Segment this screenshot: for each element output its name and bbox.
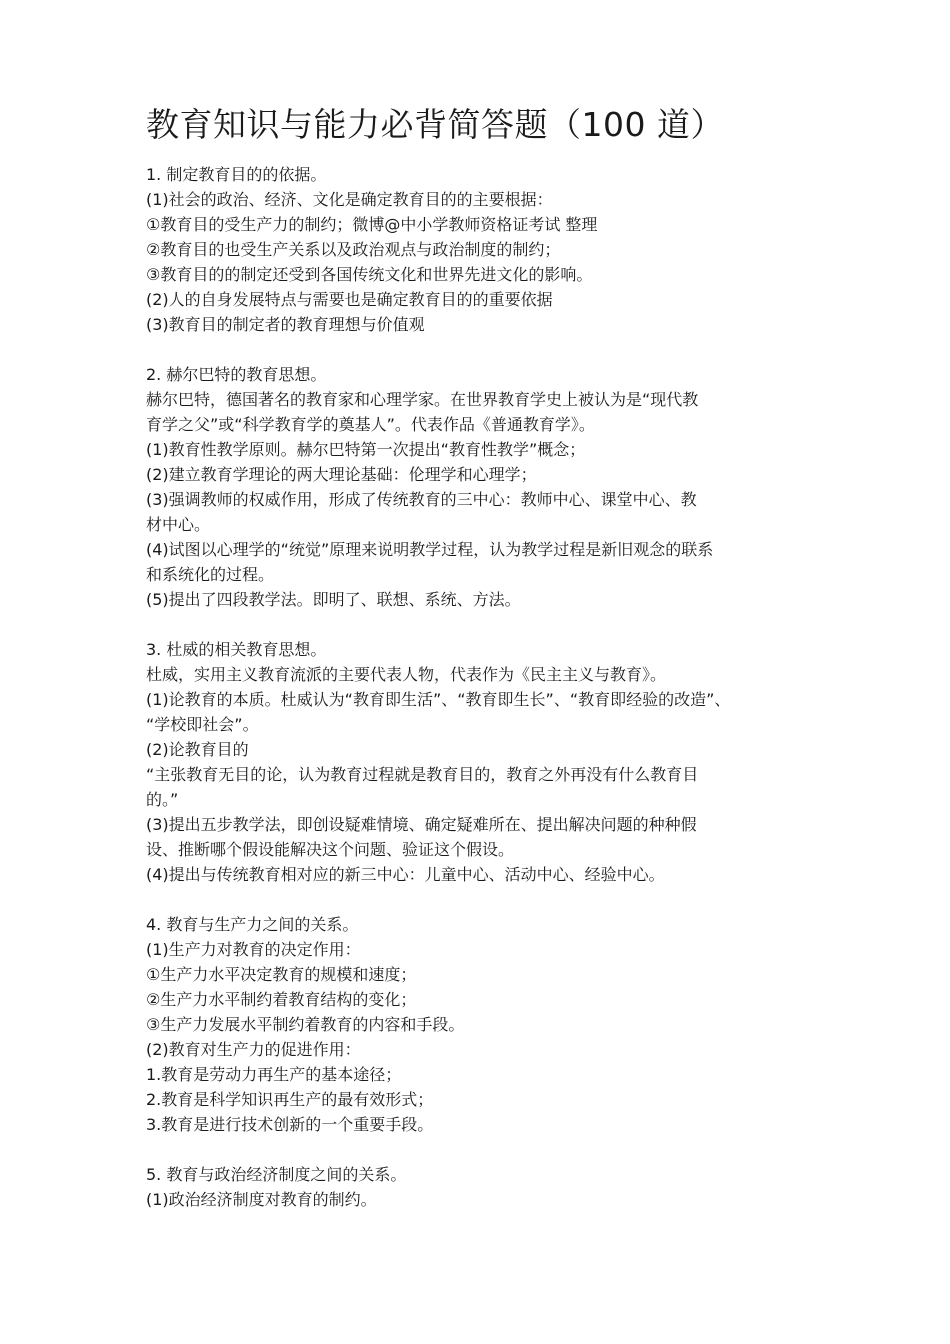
- body-line: 1.教育是劳动力再生产的基本途径；: [146, 1065, 402, 1084]
- body-line: ③教育目的的制定还受到各国传统文化和世界先进文化的影响。: [146, 265, 593, 284]
- body-line: (2)人的自身发展特点与需要也是确定教育目的的重要依据: [146, 290, 553, 309]
- body-line: 设、推断哪个假设能解决这个问题、验证这个假设。: [146, 840, 515, 859]
- section-heading: 3. 杜威的相关教育思想。: [146, 640, 327, 659]
- body-line: (1)教育性教学原则。赫尔巴特第一次提出“教育性教学”概念；: [146, 440, 586, 459]
- document-body: [146, 162, 810, 1212]
- body-line: (3)提出五步教学法，即创设疑难情境、确定疑难所在、提出解决问题的种种假: [146, 815, 697, 834]
- body-line: (4)提出与传统教育相对应的新三中心：儿童中心、活动中心、经验中心。: [146, 865, 665, 884]
- section-gap: [146, 1137, 810, 1162]
- body-line: (5)提出了四段教学法。即明了、联想、系统、方法。: [146, 590, 521, 609]
- body-line: 2.教育是科学知识再生产的最有效形式；: [146, 1090, 434, 1109]
- section-gap: [146, 612, 810, 637]
- body-line: ②生产力水平制约着教育结构的变化；: [146, 990, 417, 1009]
- body-line: (1)生产力对教育的决定作用：: [146, 940, 361, 959]
- body-line: ②教育目的也受生产关系以及政治观点与政治制度的制约；: [146, 240, 561, 259]
- body-line: “主张教育无目的论，认为教育过程就是教育目的，教育之外再没有什么教育目: [146, 765, 699, 784]
- body-line: “学校即社会”。: [146, 715, 259, 734]
- body-line: ①教育目的受生产力的制约；微博@中小学教师资格证考试 整理: [146, 215, 598, 234]
- section-heading: 2. 赫尔巴特的教育思想。: [146, 365, 327, 384]
- body-line: (3)教育目的制定者的教育理想与价值观: [146, 315, 425, 334]
- body-line: (2)建立教育学理论的两大理论基础：伦理学和心理学；: [146, 465, 537, 484]
- body-line: (3)强调教师的权威作用，形成了传统教育的三中心：教师中心、课堂中心、教: [146, 490, 697, 509]
- body-line: (2)论教育目的: [146, 740, 249, 759]
- body-line: (1)政治经济制度对教育的制约。: [146, 1190, 377, 1209]
- section-heading: 1. 制定教育目的的依据。: [146, 165, 327, 184]
- body-line: 和系统化的过程。: [146, 565, 275, 584]
- section-gap: [146, 887, 810, 912]
- body-line: 3.教育是进行技术创新的一个重要手段。: [146, 1115, 434, 1134]
- body-line: ①生产力水平决定教育的规模和速度；: [146, 965, 417, 984]
- body-line: (2)教育对生产力的促进作用：: [146, 1040, 361, 1059]
- body-line: 育学之父”或“科学教育学的奠基人”。代表作品《普通教育学》。: [146, 415, 595, 434]
- body-line: (4)试图以心理学的“统觉”原理来说明教学过程，认为教学过程是新旧观念的联系: [146, 540, 714, 559]
- body-line: ③生产力发展水平制约着教育的内容和手段。: [146, 1015, 465, 1034]
- page-title: 教育知识与能力必背简答题（100 道）: [146, 105, 724, 144]
- body-line: 的。”: [146, 790, 179, 809]
- body-line: 杜威，实用主义教育流派的主要代表人物，代表作为《民主主义与教育》。: [146, 665, 667, 684]
- body-line: (1)社会的政治、经济、文化是确定教育目的的主要根据：: [146, 190, 553, 209]
- body-line: (1)论教育的本质。杜威认为“教育即生活”、“教育即生长”、“教育即经验的改造”、: [146, 690, 731, 709]
- body-line: 材中心。: [146, 515, 211, 534]
- section-gap: [146, 337, 810, 362]
- body-line: 赫尔巴特，德国著名的教育家和心理学家。在世界教育学史上被认为是“现代教: [146, 390, 699, 409]
- section-heading: 5. 教育与政治经济制度之间的关系。: [146, 1165, 407, 1184]
- section-heading: 4. 教育与生产力之间的关系。: [146, 915, 359, 934]
